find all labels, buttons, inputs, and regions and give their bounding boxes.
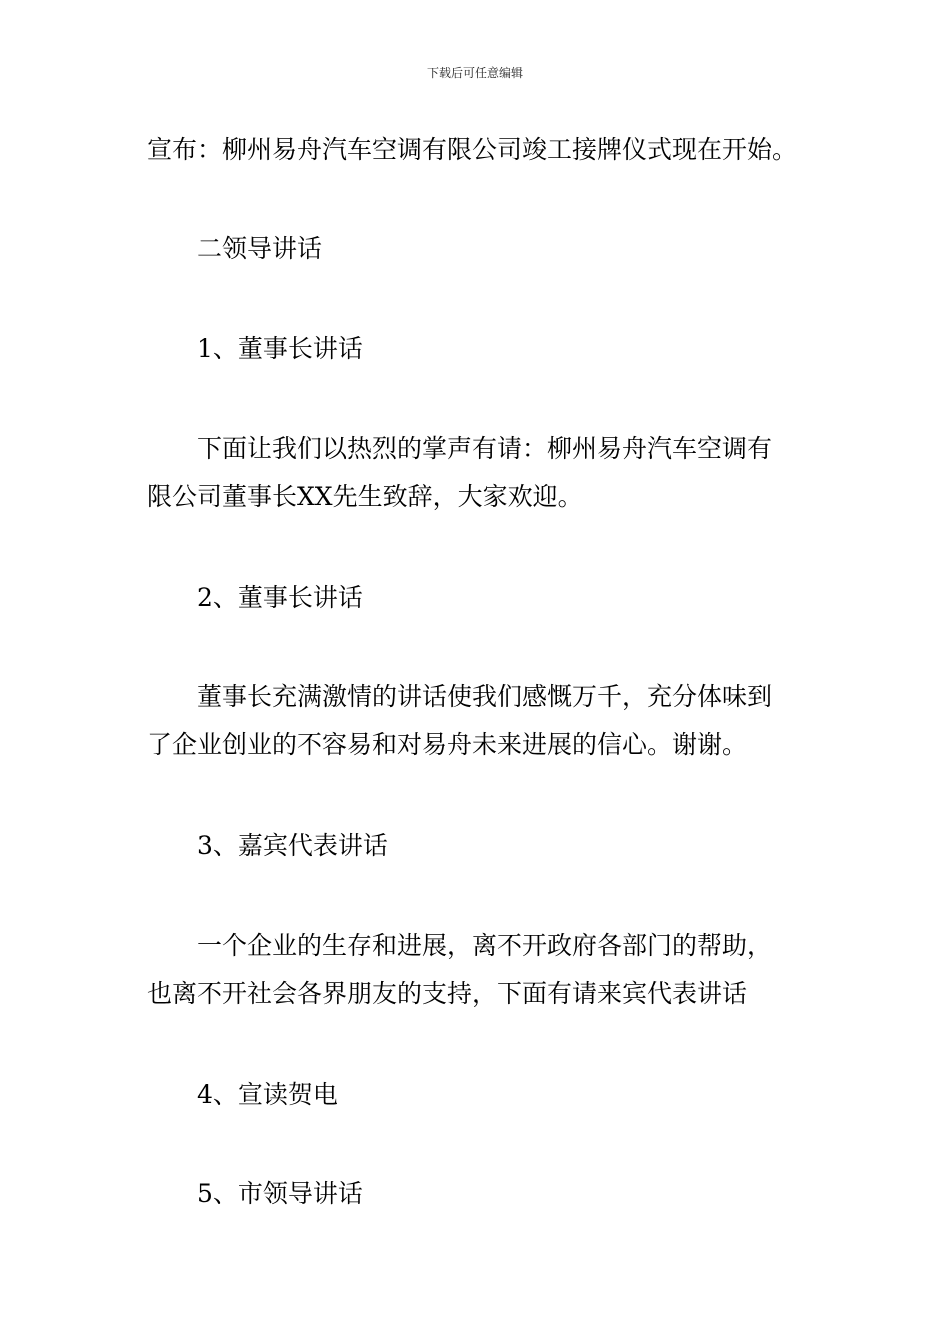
- paragraph-line: 了企业创业的不容易和对易舟未来进展的信心。谢谢。: [147, 730, 748, 759]
- paragraph-line: 下面让我们以热烈的掌声有请：柳州易舟汽车空调有: [197, 434, 773, 463]
- paragraph-line: 也离不开社会各界朋友的支持，下面有请来宾代表讲话: [147, 979, 748, 1008]
- guest-intro-paragraph: [147, 922, 817, 1018]
- item-guest-speech: [147, 822, 817, 870]
- heading-text: 二领导讲话: [197, 234, 323, 263]
- item-text: 5、市领导讲话: [197, 1179, 363, 1208]
- item-chairman-speech-1: [147, 325, 817, 373]
- paragraph-line: 一个企业的生存和进展，离不开政府各部门的帮助，: [197, 931, 773, 960]
- paragraph-line: 董事长充满激情的讲话使我们感慨万千，充分体味到: [197, 682, 773, 711]
- item-text: 4、宣读贺电: [197, 1080, 338, 1109]
- announcement-paragraph: [147, 126, 817, 174]
- item-read-congratulations: [147, 1071, 817, 1119]
- chairman-thanks-paragraph: [147, 673, 817, 769]
- item-city-leader-speech: [147, 1170, 817, 1218]
- page-header: 下载后可任意编辑: [426, 66, 523, 80]
- item-text: 2、董事长讲话: [197, 583, 363, 612]
- paragraph-line: 限公司董事长XX先生致辞，大家欢迎。: [147, 482, 583, 511]
- item-chairman-speech-2: [147, 574, 817, 622]
- item-text: 3、嘉宾代表讲话: [197, 831, 388, 860]
- chairman-intro-paragraph: [147, 425, 817, 521]
- paragraph-line: 宣布：柳州易舟汽车空调有限公司竣工接牌仪式现在开始。: [147, 135, 798, 164]
- section-heading-leader-speech: [147, 225, 817, 273]
- item-text: 1、董事长讲话: [197, 334, 363, 363]
